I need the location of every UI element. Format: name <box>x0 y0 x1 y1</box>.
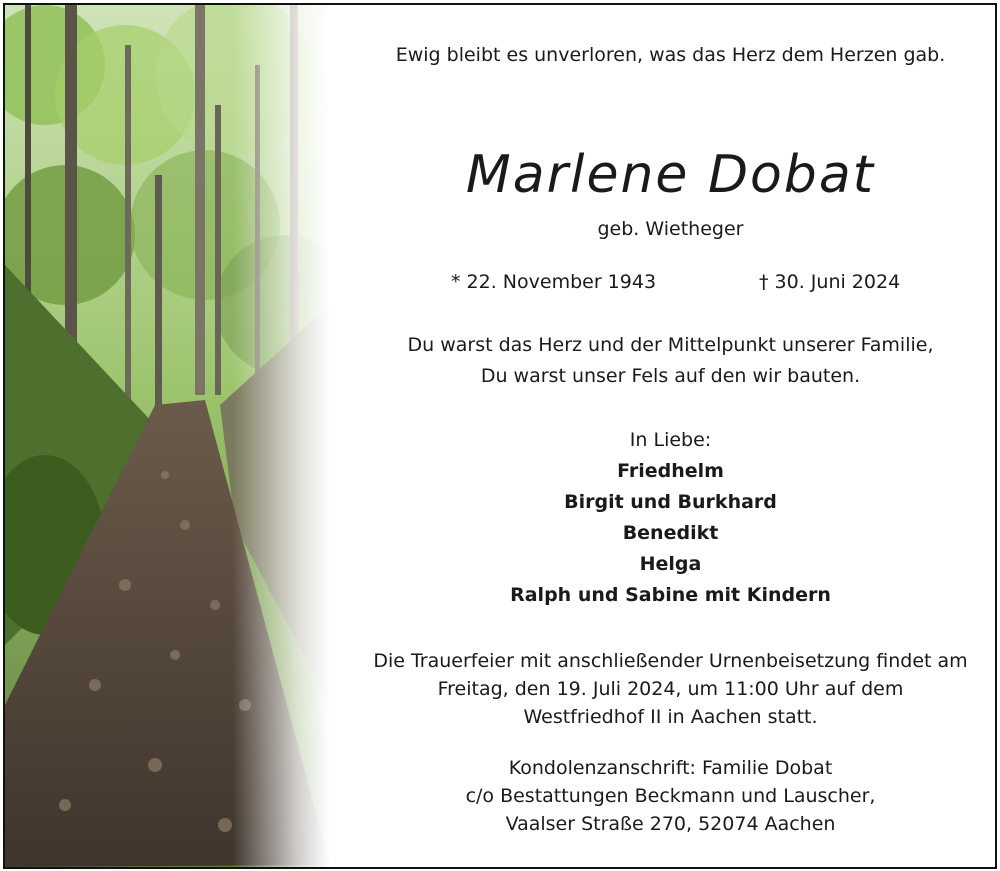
life-dates <box>343 271 997 299</box>
birth-date: * 22. November 1943 <box>451 271 657 293</box>
ceremony-line: Westfriedhof II in Aachen statt. <box>523 706 818 728</box>
condolence-line: Kondolenzanschrift: Familie Dobat <box>508 757 833 779</box>
mourner-name: Benedikt <box>622 522 719 544</box>
death-date: † 30. Juni 2024 <box>759 271 901 293</box>
birth-name: geb. Wietheger <box>597 218 744 240</box>
in-love-label: In Liebe: <box>629 429 712 451</box>
mourner-name: Friedhelm <box>617 460 724 482</box>
deceased-name: Marlene Dobat <box>465 145 876 205</box>
ceremony-line: Freitag, den 19. Juli 2024, um 11:00 Uhr auf dem <box>437 678 904 700</box>
mourner-name: Helga <box>639 553 702 575</box>
forest-path-photo <box>5 5 330 867</box>
forest-path-illustration <box>5 5 330 867</box>
ceremony-line: Die Trauerfeier mit anschließender Urnenbeisetzung findet am <box>373 650 968 672</box>
verse-line: Du warst das Herz und der Mittelpunkt unserer Familie, <box>407 334 934 356</box>
verse-line: Du warst unser Fels auf den wir bauten. <box>480 365 861 387</box>
mourner-name: Birgit und Burkhard <box>564 491 777 513</box>
condolence-line: c/o Bestattungen Beckmann und Lauscher, <box>465 785 876 807</box>
obituary-text <box>343 5 997 867</box>
motto: Ewig bleibt es unverloren, was das Herz dem Herzen gab. <box>395 44 946 66</box>
mourner-name: Ralph und Sabine mit Kindern <box>510 584 831 606</box>
condolence-line: Vaalser Straße 270, 52074 Aachen <box>505 813 836 835</box>
obituary-card <box>3 3 997 869</box>
